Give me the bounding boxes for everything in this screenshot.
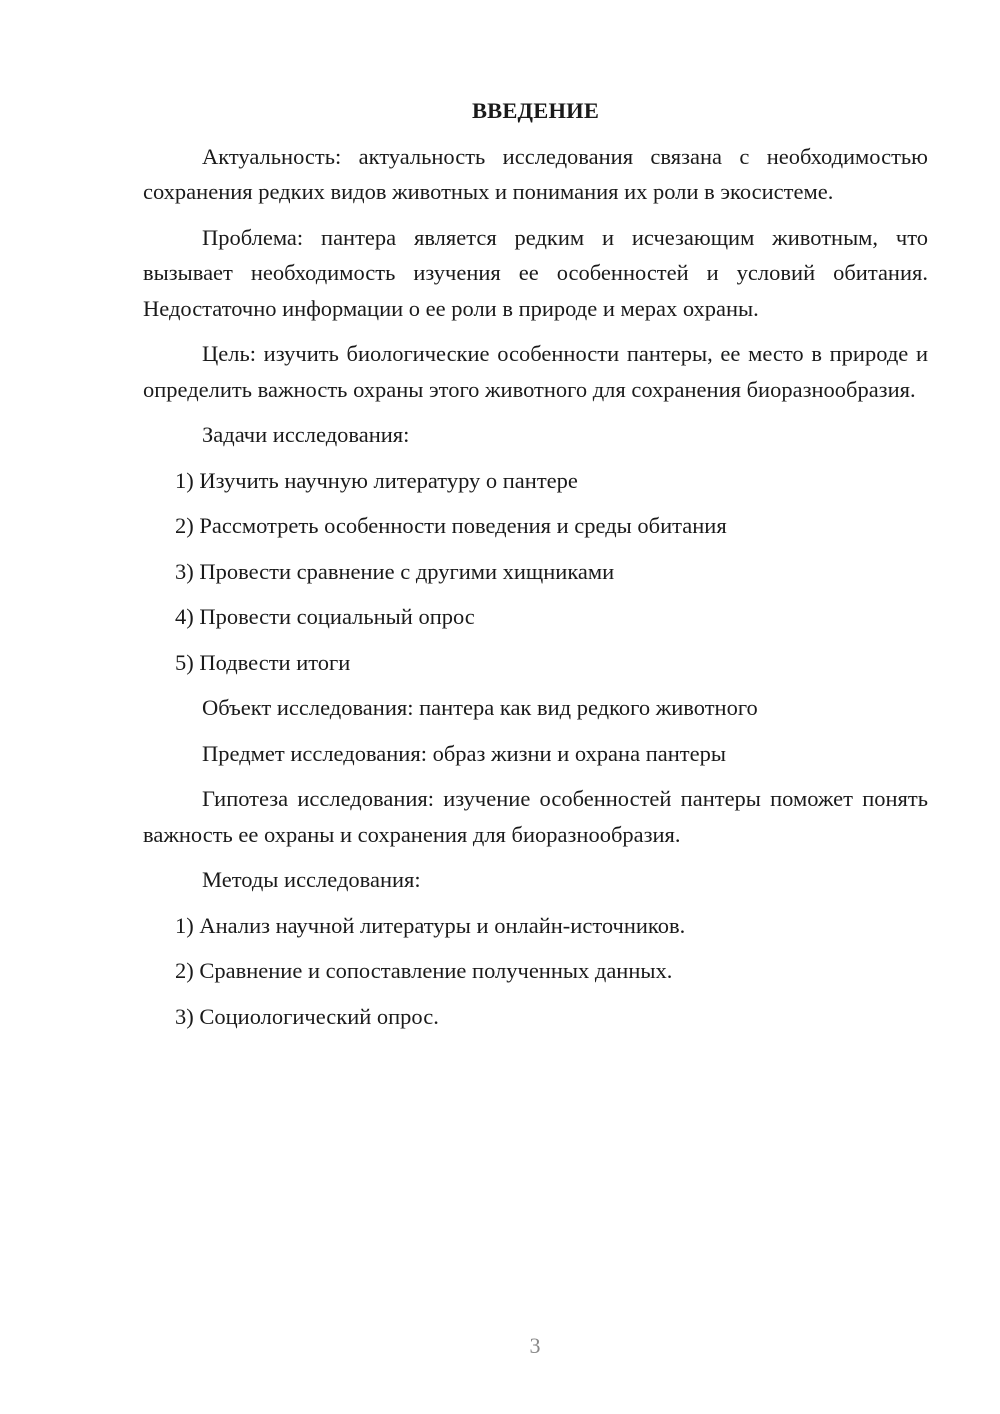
page-number: 3 — [529, 1333, 541, 1358]
task-item: 4) Провести социальный опрос — [175, 604, 475, 629]
methods-heading: Методы исследования: — [202, 867, 421, 892]
task-item: 1) Изучить научную литературу о пантере — [175, 467, 578, 493]
section-title: ВВЕДЕНИЕ — [471, 98, 600, 123]
method-item: 3) Социологический опрос. — [175, 1003, 439, 1029]
document-body — [143, 93, 928, 1044]
task-item: 2) Рассмотреть особенности поведения и среды обитания — [175, 513, 727, 538]
tasks-heading: Задачи исследования: — [202, 422, 410, 447]
tasks-list — [143, 463, 928, 681]
method-item: 2) Сравнение и сопоставление полученных данных. — [175, 958, 673, 983]
method-item: 1) Анализ научной литературы и онлайн-источников. — [175, 912, 686, 938]
paragraph-goal: Цель: изучить биологические особенности пантеры, ее место в природе и определить важность охраны этого животного для сохранения биоразнообразия. — [143, 341, 928, 402]
methods-list — [143, 908, 928, 1035]
paragraph-relevance: Актуальность: актуальность исследования связана с необходимостью сохранения редких видов животных и понимания их роли в экосистеме. — [143, 143, 928, 204]
paragraph-object: Объект исследования: пантера как вид редкого животного — [202, 695, 758, 720]
task-item: 3) Провести сравнение с другими хищниками — [175, 558, 615, 584]
task-item: 5) Подвести итоги — [175, 649, 351, 675]
paragraph-hypothesis: Гипотеза исследования: изучение особенностей пантеры поможет понять важность ее охраны и сохранения для биоразнообразия. — [143, 786, 928, 847]
paragraph-subject: Предмет исследования: образ жизни и охрана пантеры — [202, 740, 726, 766]
paragraph-problem: Проблема: пантера является редким и исчезающим животным, что вызывает необходимость изучения ее особенностей и условий обитания. Недостаточно информации о ее роли в природе и мерах охраны. — [143, 224, 928, 321]
